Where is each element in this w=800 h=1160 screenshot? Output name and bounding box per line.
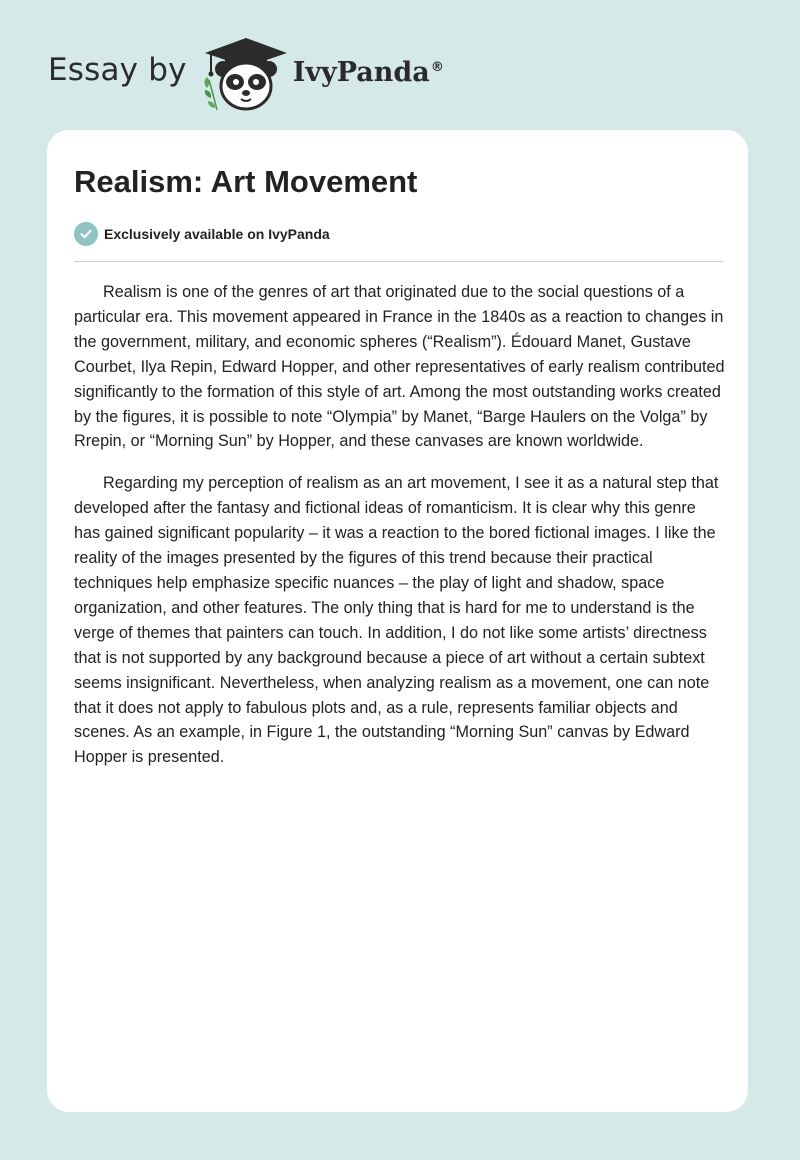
registered-mark: ® <box>430 59 444 75</box>
essay-by-label: Essay by <box>48 52 187 88</box>
essay-card <box>47 130 748 1112</box>
brand-name: IvyPanda® <box>292 56 444 88</box>
ivypanda-logo-link[interactable] <box>201 36 444 112</box>
check-circle-icon <box>74 222 98 246</box>
essay-title: Realism: Art Movement <box>74 164 418 199</box>
essay-paragraph: Regarding my perception of realism as an art movement, I see it as a natural step that developed after the fantasy and fictional ideas of romanticism. It is clear why this genre has gained significant popularity – it was a reaction to the bored fictional images. I like the reality of the images presented by the figures of this trend because their practical techniques help emphasize specific nuances – the play of light and shadow, space organization, and other features. The only thing that is hard for me to understand is the verge of themes that painters can touch. In addition, I do not like some artists’ directness that is not supported by any background because a piece of art without a certain subtext seems insignificant. Nevertheless, when analyzing realism as a movement, one can note that it does not apply to fabulous plots and, as a rule, represents familiar objects and scenes. As an example, in Figure 1, the outstanding “Morning Sun” canvas by Edward Hopper is presented. <box>74 474 719 767</box>
site-header <box>48 34 444 114</box>
panda-graduate-icon <box>201 36 291 112</box>
exclusive-badge <box>74 222 330 246</box>
title-divider <box>74 261 723 262</box>
essay-body <box>74 280 726 787</box>
essay-paragraph: Realism is one of the genres of art that originated due to the social questions of a particular era. This movement appeared in France in the 1840s as a reaction to changes in the government, military, and economic spheres (“Realism”). Édouard Manet, Gustave Courbet, Ilya Repin, Edward Hopper, and other representatives of early realism contributed significantly to the formation of this style of art. Among the most outstanding works created by the figures, it is possible to note “Olympia” by Manet, “Barge Haulers on the Volga” by Rrepin, or “Morning Sun” by Hopper, and these canvases are known worldwide. <box>74 283 725 451</box>
exclusive-badge-text: Exclusively available on IvyPanda <box>104 226 330 242</box>
